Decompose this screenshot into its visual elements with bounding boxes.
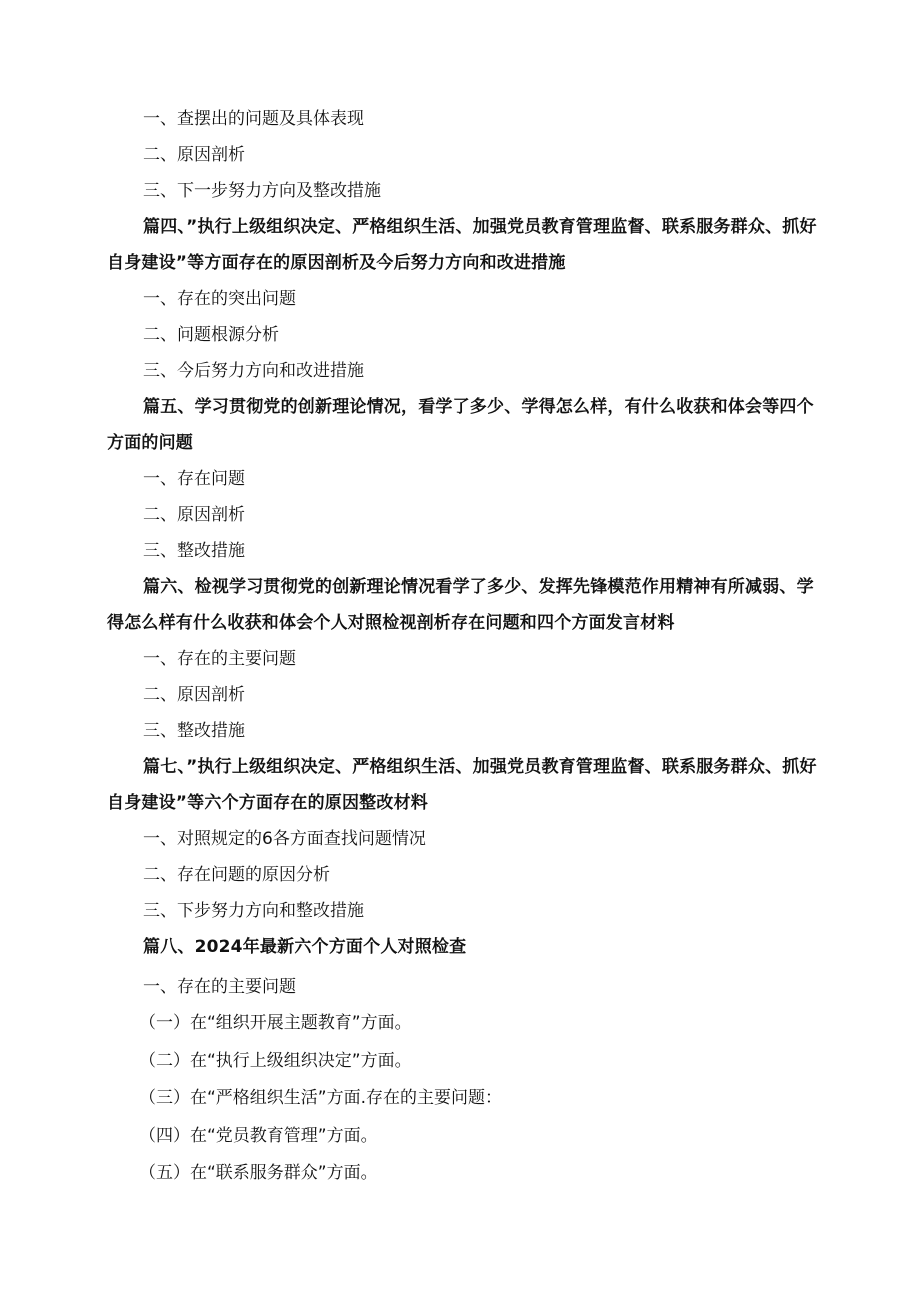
outline-subitem: （三）在“严格组织生活”方面.存在的主要问题： (139, 1088, 503, 1108)
section-heading: 篇五、学习贯彻党的创新理论情况，看学了多少、学得怎么样，有什么收获和体会等四个方面的问题 (107, 397, 814, 453)
outline-item: 二、原因剖析 (143, 685, 245, 705)
outline-subitem: （一）在“组织开展主题教育”方面。 (139, 1013, 412, 1033)
outline-subitem: （二）在“执行上级组织决定”方面。 (139, 1050, 412, 1071)
outline-item: 一、对照规定的6各方面查找问题情况 (143, 829, 426, 849)
outline-item: 三、整改措施 (143, 541, 245, 561)
outline-item: 二、原因剖析 (143, 145, 245, 165)
outline-item: 一、存在的突出问题 (143, 289, 296, 309)
outline-item: 三、下一步努力方向及整改措施 (143, 181, 381, 201)
section-heading: 篇七、”执行上级组织决定、严格组织生活、加强党员教育管理监督、联系服务群众、抓好自身建设”等六个方面存在的原因整改材料 (107, 757, 817, 813)
section-heading: 篇四、”执行上级组织决定、严格组织生活、加强党员教育管理监督、联系服务群众、抓好自身建设”等方面存在的原因剖析及今后努力方向和改进措施 (107, 217, 817, 273)
section-heading: 篇六、检视学习贯彻党的创新理论情况看学了多少、发挥先锋模范作用精神有所减弱、学得怎么样有什么收获和体会个人对照检视剖析存在问题和四个方面发言材料 (107, 577, 814, 633)
outline-subitem: （五）在“联系服务群众”方面。 (139, 1163, 378, 1183)
outline-item: 二、原因剖析 (143, 505, 245, 525)
outline-item: 一、存在的主要问题 (143, 649, 296, 669)
outline-item: 一、存在问题 (143, 469, 245, 489)
outline-item: 三、整改措施 (143, 721, 245, 741)
outline-subitem: （四）在“党员教育管理”方面。 (139, 1125, 378, 1146)
outline-item: 一、查摆出的问题及具体表现 (143, 109, 364, 129)
outline-item: 三、下步努力方向和整改措施 (143, 901, 364, 921)
outline-item: 一、存在的主要问题 (143, 977, 296, 997)
outline-item: 三、今后努力方向和改进措施 (143, 361, 364, 381)
section-heading: 篇八、2024年最新六个方面个人对照检查 (143, 937, 467, 957)
outline-item: 二、存在问题的原因分析 (143, 865, 330, 885)
outline-item: 二、问题根源分析 (143, 325, 279, 345)
document-body (107, 101, 817, 1193)
